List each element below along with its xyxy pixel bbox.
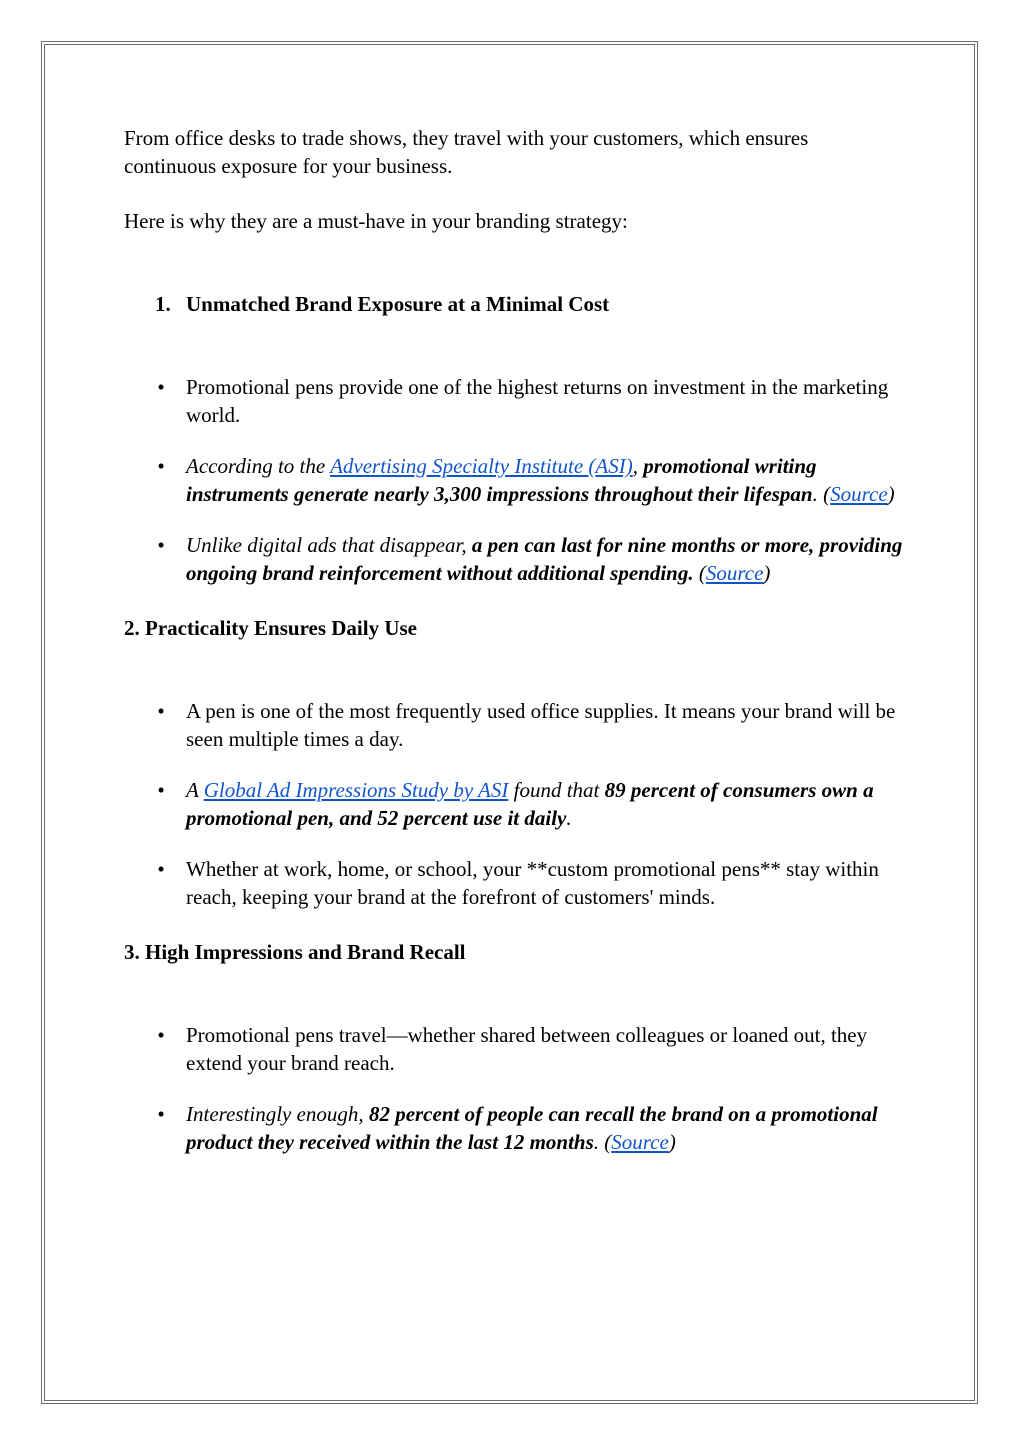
- list-item: [124, 1021, 904, 1077]
- list-item: [124, 1100, 904, 1156]
- bullet-after: .: [566, 806, 572, 830]
- bullet-comma: ,: [632, 454, 644, 478]
- bullet-middle: found that: [508, 778, 605, 802]
- list-item: [124, 855, 904, 911]
- bullet-emphasis: 89 percent of consumers own a promotional pen, and 52 percent use it daily: [186, 778, 874, 830]
- section-3-heading: 3. High Impressions and Brand Recall: [124, 940, 466, 964]
- intro-paragraph: From office desks to trade shows, they travel with your customers, which ensures continuous exposure for your business.: [124, 126, 809, 178]
- bullet-prefix: A: [186, 778, 204, 802]
- bullet-close: ): [763, 561, 771, 585]
- section-3-list: [124, 1021, 904, 1156]
- bullet-after: . (: [593, 1130, 612, 1154]
- source-link[interactable]: Source: [611, 1130, 669, 1154]
- bullet-prefix: Interestingly enough,: [186, 1102, 369, 1126]
- bullet-prefix: Unlike digital ads that disappear,: [186, 533, 472, 557]
- bullet-text: A pen is one of the most frequently used office supplies. It means your brand will be seen multiple times a day.: [186, 699, 896, 751]
- bullet-text: Whether at work, home, or school, your **custom promotional pens** stay within reach, keeping your brand at the forefront of customers' minds.: [186, 857, 879, 909]
- bullet-text: Promotional pens travel—whether shared between colleagues or loaned out, they extend your brand reach.: [186, 1023, 868, 1075]
- source-link[interactable]: Source: [705, 561, 764, 585]
- bullet-icon: •: [157, 454, 165, 478]
- bullet-after: (: [693, 561, 706, 585]
- bullet-icon: •: [157, 375, 165, 399]
- bullet-icon: •: [157, 857, 165, 881]
- bullet-icon: •: [157, 1102, 165, 1126]
- bullet-close: ): [887, 482, 895, 506]
- section-2-list: [124, 697, 904, 911]
- section-1-title: Unmatched Brand Exposure at a Minimal Cost: [186, 292, 610, 316]
- bullet-after: . (: [812, 482, 831, 506]
- list-item: [124, 452, 904, 508]
- bullet-emphasis: promotional writing instruments generate nearly 3,300 impressions throughout their lifespan: [186, 454, 817, 506]
- bullet-close: ): [668, 1130, 676, 1154]
- list-item: [124, 776, 904, 832]
- list-item: [124, 697, 904, 753]
- list-item: [124, 373, 904, 429]
- section-1-heading: [124, 290, 904, 318]
- bullet-icon: •: [157, 699, 165, 723]
- asi-link[interactable]: Advertising Specialty Institute (ASI): [330, 454, 633, 478]
- bullet-emphasis: a pen can last for nine months or more, providing ongoing brand reinforcement without additional spending.: [186, 533, 903, 585]
- asi-study-link[interactable]: Global Ad Impressions Study by ASI: [203, 778, 509, 802]
- bullet-icon: •: [157, 778, 165, 802]
- bullet-emphasis: 82 percent of people can recall the brand on a promotional product they received within the last 12 months: [186, 1102, 878, 1154]
- bullet-text: Promotional pens provide one of the highest returns on investment in the marketing world.: [186, 375, 889, 427]
- section-1-number: 1.: [155, 292, 171, 316]
- document-body: [124, 124, 904, 1156]
- section-2-heading: 2. Practicality Ensures Daily Use: [124, 616, 417, 640]
- intro-lead-in: Here is why they are a must-have in your branding strategy:: [124, 209, 628, 233]
- bullet-prefix: According to the: [186, 454, 331, 478]
- section-1-list: [124, 373, 904, 587]
- list-item: [124, 531, 904, 587]
- bullet-icon: •: [157, 1023, 165, 1047]
- bullet-icon: •: [157, 533, 165, 557]
- source-link[interactable]: Source: [830, 482, 888, 506]
